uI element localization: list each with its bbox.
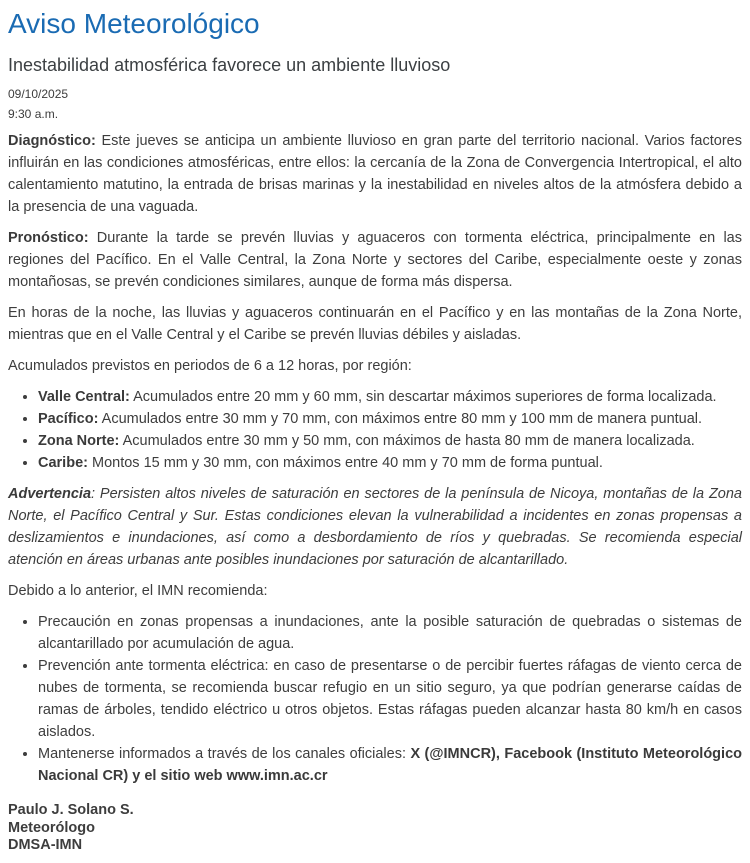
recommendation-item-floods xyxy=(38,611,742,655)
accumulation-label-pacifico: Pacífico: xyxy=(38,411,99,428)
recommendations-intro: Debido a lo anterior, el IMN recomienda: xyxy=(8,583,268,600)
warning-label: Advertencia xyxy=(8,486,92,503)
accumulation-text-caribe: Montos 15 mm y 30 mm, con máximos entre 40 mm y 70 mm de forma puntual. xyxy=(87,455,603,472)
accumulation-item-zona-norte xyxy=(38,430,742,452)
recommendation-text-channels: Mantenerse informados a través de los canales oficiales: xyxy=(38,746,411,763)
accumulations-list xyxy=(8,386,742,474)
issue-time: 9:30 a.m. xyxy=(8,106,59,121)
accumulation-item-caribe xyxy=(38,452,742,474)
warning-paragraph xyxy=(8,483,742,571)
signature-name: Paulo J. Solano S. xyxy=(8,802,134,819)
accumulation-item-valle-central xyxy=(38,386,742,408)
diagnosis-text: Este jueves se anticipa un ambiente lluvioso en gran parte del territorio nacional. Varios factores influirán en las condiciones atmosféricas, entre ellos: la cercanía de la Zona de Convergencia Intertropical, el alto calentamiento matutino, la entrada de brisas marinas y la inestabilidad en niveles altos de la atmósfera debido a la presencia de una vaguada. xyxy=(8,133,742,216)
recommendation-bold-channels: X (@IMNCR), Facebook (Instituto Meteorológico Nacional CR) y el sitio web www.imn.ac.cr xyxy=(38,746,742,785)
recommendation-text-floods: Precaución en zonas propensas a inundaciones, ante la posible saturación de quebradas o sistemas de alcantarillado por acumulación de agua. xyxy=(38,614,742,653)
warning-text: : Persisten altos niveles de saturación en sectores de la península de Nicoya, montañas de la Zona Norte, el Pacífico Central y Sur. Estas condiciones elevan la vulnerabilidad a incidentes en zonas propensas a deslizamientos e inundaciones, así como a desbordamiento de ríos y quebradas. Se recomienda especial atención en áreas urbanas ante posibles inundaciones por saturación de alcantarillado. xyxy=(8,486,742,569)
diagnosis-label: Diagnóstico: xyxy=(8,133,96,150)
signature-role: Meteorólogo xyxy=(8,819,95,836)
recommendations-list xyxy=(8,611,742,787)
signature-department: DMSA-IMN xyxy=(8,837,83,854)
diagnosis-paragraph xyxy=(8,130,742,218)
accumulation-label-caribe: Caribe: xyxy=(38,455,88,472)
accumulation-label-zona-norte: Zona Norte: xyxy=(38,433,120,450)
page-title: Aviso Meteorológico xyxy=(8,8,260,39)
forecast-text: Durante la tarde se prevén lluvias y aguaceros con tormenta eléctrica, principalmente en las regiones del Pacífico. En el Valle Central, la Zona Norte y sectores del Caribe, especialmente oeste y zonas montañosas, se prevén condiciones similares, aunque de forma más dispersa. xyxy=(8,230,742,291)
page-subtitle: Inestabilidad atmosférica favorece un ambiente lluvioso xyxy=(8,55,451,76)
accumulation-text-zona-norte: Acumulados entre 30 mm y 50 mm, con máximos de hasta 80 mm de manera localizada. xyxy=(119,433,695,450)
recommendation-item-channels xyxy=(38,743,742,787)
accumulation-label-valle-central: Valle Central: xyxy=(38,389,130,406)
recommendation-text-lightning: Prevención ante tormenta eléctrica: en caso de presentarse o de percibir fuertes ráfagas de viento cerca de nubes de tormenta, se recomienda buscar refugio en un sitio seguro, ya que podrían generarse caídas de ramas de árboles, tendido eléctrico u otros objetos. Estas ráfagas pueden alcanzar hasta 80 km/h en casos aislados. xyxy=(38,658,742,741)
forecast-paragraph xyxy=(8,227,742,293)
signature-block xyxy=(8,802,742,855)
recommendation-item-lightning xyxy=(38,655,742,743)
accumulation-text-valle-central: Acumulados entre 20 mm y 60 mm, sin descartar máximos superiores de forma localizada. xyxy=(129,389,717,406)
accumulation-text-pacifico: Acumulados entre 30 mm y 70 mm, con máximos entre 80 mm y 100 mm de manera puntual. xyxy=(98,411,703,428)
accumulation-item-pacifico xyxy=(38,408,742,430)
forecast-label: Pronóstico: xyxy=(8,230,89,247)
issue-date: 09/10/2025 xyxy=(8,86,69,101)
night-forecast-paragraph: En horas de la noche, las lluvias y aguaceros continuarán en el Pacífico y en las montañas de la Zona Norte, mientras que en el Valle Central y el Caribe se prevén lluvias débiles y aisladas. xyxy=(8,305,742,344)
accumulations-intro: Acumulados previstos en periodos de 6 a 12 horas, por región: xyxy=(8,358,412,375)
